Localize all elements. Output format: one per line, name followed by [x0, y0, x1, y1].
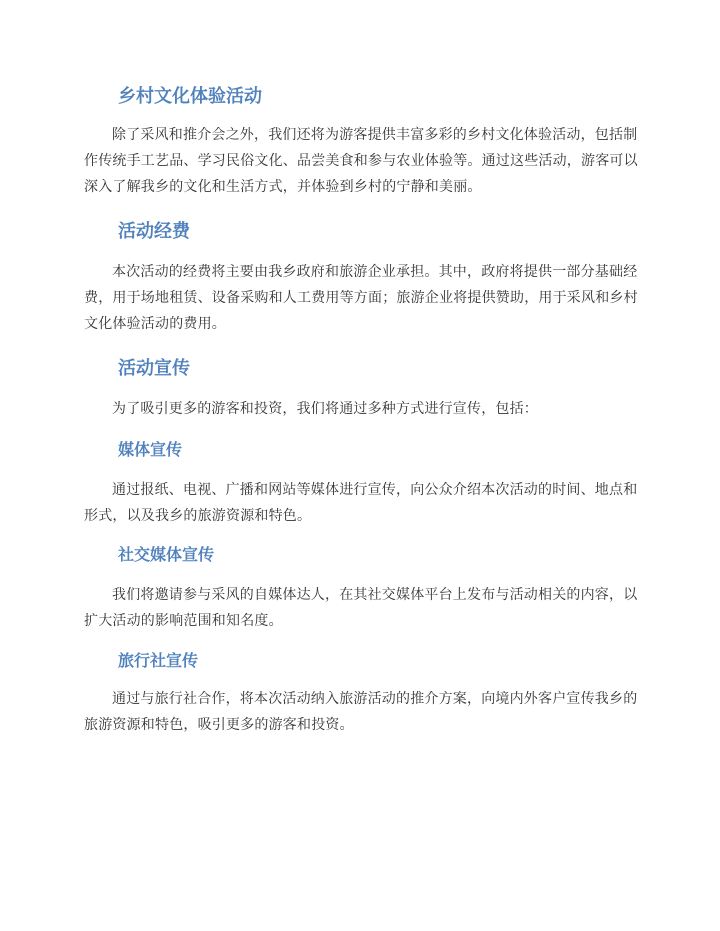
section-paragraph-funding: 本次活动的经费将主要由我乡政府和旅游企业承担。其中，政府将提供一部分基础经费，用于场地租赁、设备采购和人工费用等方面；旅游企业将提供赞助，用于采风和乡村文化体验活动的费用。 [84, 264, 638, 332]
subsection-paragraph-media: 通过报纸、电视、广播和网站等媒体进行宣传，向公众介绍本次活动的时间、地点和形式，以及我乡的旅游资源和特色。 [84, 482, 638, 524]
subsection-heading-travel-agency: 旅行社宣传 [118, 651, 199, 670]
subsection-heading-social-media: 社交媒体宣传 [118, 545, 215, 564]
section-heading-funding: 活动经费 [118, 221, 190, 242]
section-heading-promotion: 活动宣传 [118, 358, 190, 379]
subsection-paragraph-social-media: 我们将邀请参与采风的自媒体达人，在其社交媒体平台上发布与活动相关的内容，以扩大活动的影响范围和知名度。 [84, 587, 638, 629]
section-heading-culture-experience: 乡村文化体验活动 [118, 86, 262, 107]
section-paragraph-culture-experience: 除了采风和推介会之外，我们还将为游客提供丰富多彩的乡村文化体验活动，包括制作传统手工艺品、学习民俗文化、品尝美食和参与农业体验等。通过这些活动，游客可以深入了解我乡的文化和生活方式，并体验到乡村的宁静和美丽。 [84, 127, 638, 195]
subsection-paragraph-travel-agency: 通过与旅行社合作，将本次活动纳入旅游活动的推介方案，向境内外客户宣传我乡的旅游资源和特色，吸引更多的游客和投资。 [84, 691, 638, 733]
section-paragraph-promotion: 为了吸引更多的游客和投资，我们将通过多种方式进行宣传，包括： [112, 401, 538, 417]
subsection-heading-media: 媒体宣传 [118, 440, 183, 459]
